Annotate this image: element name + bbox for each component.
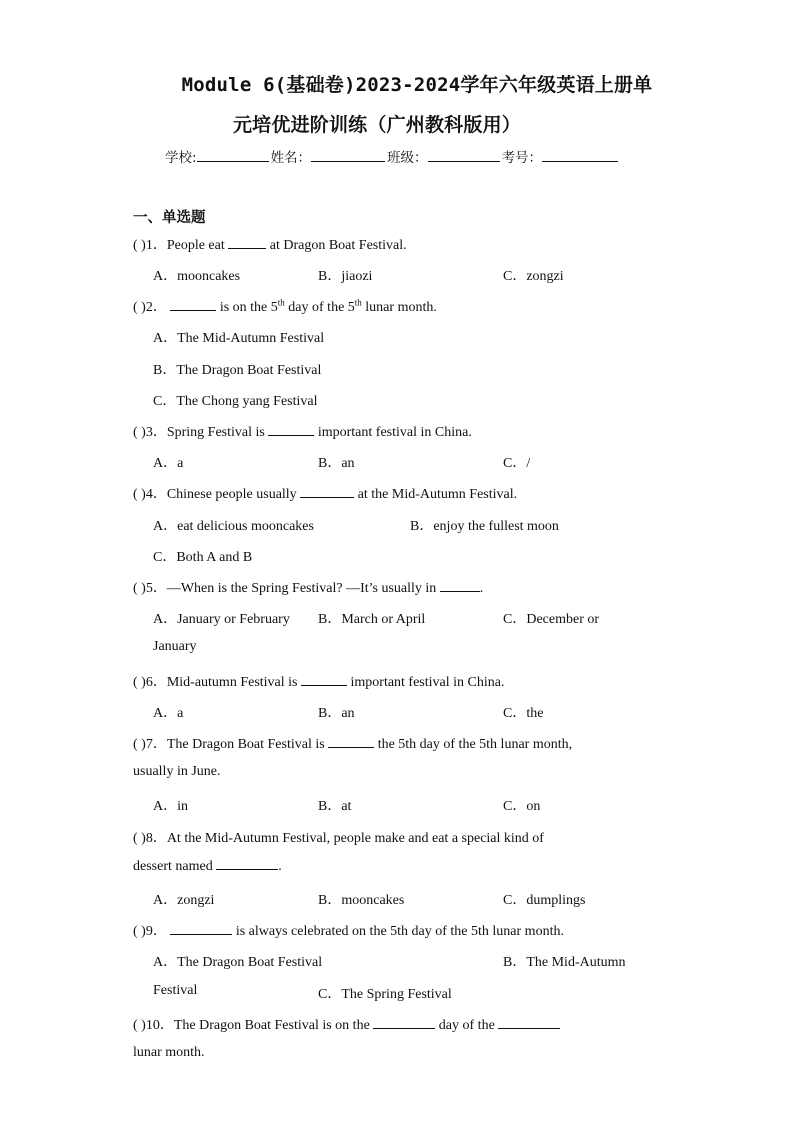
question-7-text-end: the 5th day of the 5th lunar month, (374, 737, 573, 752)
page-title-line-2: 元培优进阶训练（广州教科版用） (232, 114, 521, 136)
question-3-option-a[interactable]: A．a (153, 456, 184, 471)
question-9-option-b[interactable]: B．The Mid-Autumn (503, 955, 626, 970)
answer-blank[interactable] (228, 237, 266, 249)
question-2-text-mid-2: day of the 5 (284, 300, 355, 315)
page-title-line-1: Module 6(基础卷)2023-2024学年六年级英语上册单 (181, 74, 653, 96)
question-4-option-a[interactable]: A．eat delicious mooncakes (153, 519, 314, 534)
name-blank[interactable] (311, 149, 385, 162)
answer-blank[interactable] (300, 486, 354, 498)
question-10-text: ( )10．The Dragon Boat Festival is on the (133, 1018, 374, 1033)
question-6-text-end: important festival in China. (347, 675, 505, 690)
question-10-stem-continued: lunar month. (133, 1045, 205, 1060)
question-4-text-end: at the Mid-Autumn Festival. (354, 487, 518, 502)
answer-blank[interactable] (301, 674, 347, 686)
question-5-option-b[interactable]: B．March or April (318, 612, 426, 627)
question-1-stem (133, 234, 407, 254)
question-7-stem-continued: usually in June. (133, 764, 221, 779)
number-label: 考号： (501, 150, 543, 166)
class-label: 班级： (387, 150, 428, 166)
question-6-option-b[interactable]: B．an (318, 706, 355, 721)
question-6-stem (133, 671, 504, 691)
school-blank[interactable] (197, 149, 269, 162)
question-6-option-a[interactable]: A．a (153, 706, 184, 721)
question-1-text-end: at Dragon Boat Festival. (266, 238, 407, 253)
answer-blank[interactable] (268, 424, 314, 436)
question-10-stem (133, 1014, 560, 1034)
question-4-text: ( )4．Chinese people usually (133, 487, 301, 502)
question-7-option-b[interactable]: B．at (318, 799, 352, 814)
answer-blank[interactable] (328, 736, 374, 748)
question-8-option-c[interactable]: C．dumplings (503, 893, 586, 908)
question-2-option-c[interactable]: C．The Chong yang Festival (153, 394, 318, 409)
answer-blank[interactable] (440, 580, 480, 592)
question-3-text: ( )3．Spring Festival is (133, 425, 269, 440)
question-4-option-b[interactable]: B．enjoy the fullest moon (410, 519, 559, 534)
number-blank[interactable] (542, 149, 618, 162)
superscript: th (277, 297, 285, 308)
answer-blank[interactable] (170, 923, 232, 935)
school-label: 学校: (165, 150, 197, 166)
question-1-text: ( )1．People eat (133, 238, 229, 253)
question-7-stem (133, 733, 572, 753)
question-4-option-c[interactable]: C．Both A and B (153, 550, 253, 565)
answer-blank[interactable] (498, 1017, 560, 1029)
question-6-option-c[interactable]: C．the (503, 706, 544, 721)
name-label: 姓名： (270, 150, 312, 166)
question-5-option-c[interactable]: C．December or (503, 612, 600, 627)
question-2-text: ( )2． (133, 300, 171, 315)
section-title: 一、单选题 (133, 210, 206, 226)
question-8-stem-continued (133, 858, 282, 875)
question-5-option-c-continued: January (153, 639, 197, 654)
question-2-option-b[interactable]: B．The Dragon Boat Festival (153, 363, 322, 378)
question-9-option-a[interactable]: A．The Dragon Boat Festival (153, 955, 323, 970)
question-6-text: ( )6．Mid-autumn Festival is (133, 675, 301, 690)
question-7-option-a[interactable]: A．in (153, 799, 188, 814)
question-5-text-end: . (479, 581, 484, 596)
answer-blank[interactable] (170, 299, 216, 311)
question-3-option-c[interactable]: C．/ (503, 456, 531, 471)
question-5-stem (133, 577, 483, 597)
question-9-stem (133, 920, 564, 940)
question-1-option-c[interactable]: C．zongzi (503, 269, 564, 284)
question-3-stem (133, 421, 472, 441)
question-9-text: ( )9． (133, 924, 171, 939)
question-8-text-end: . (278, 859, 282, 874)
question-8-option-b[interactable]: B．mooncakes (318, 893, 405, 908)
question-9-text-end: is always celebrated on the 5th day of the 5th lunar month. (232, 924, 564, 939)
question-2-option-a[interactable]: A．The Mid-Autumn Festival (153, 331, 325, 346)
question-10-text-mid: day of the (435, 1018, 499, 1033)
question-8-stem: ( )8．At the Mid-Autumn Festival, people make and eat a special kind of (133, 831, 544, 846)
question-2-text-end: lunar month. (361, 300, 437, 315)
student-info-row (165, 146, 620, 166)
question-5-option-a[interactable]: A．January or February (153, 612, 290, 627)
answer-blank[interactable] (373, 1017, 435, 1029)
question-1-option-a[interactable]: A．mooncakes (153, 269, 241, 284)
question-4-stem (133, 483, 517, 503)
question-5-text: ( )5．—When is the Spring Festival? —It’s usually in (133, 581, 440, 596)
answer-blank[interactable] (216, 858, 278, 870)
question-7-option-c[interactable]: C．on (503, 799, 541, 814)
superscript: th (354, 297, 362, 308)
question-2-stem (133, 296, 437, 316)
question-9-option-c[interactable]: C．The Spring Festival (318, 987, 452, 1002)
class-blank[interactable] (428, 149, 500, 162)
question-1-option-b[interactable]: B．jiaozi (318, 269, 373, 284)
question-8-text: dessert named (133, 859, 217, 874)
question-3-option-b[interactable]: B．an (318, 456, 355, 471)
question-7-text: ( )7．The Dragon Boat Festival is (133, 737, 329, 752)
question-3-text-end: important festival in China. (314, 425, 472, 440)
question-2-text-mid: is on the 5 (216, 300, 278, 315)
question-8-option-a[interactable]: A．zongzi (153, 893, 215, 908)
question-9-option-b-continued: Festival (153, 983, 198, 998)
